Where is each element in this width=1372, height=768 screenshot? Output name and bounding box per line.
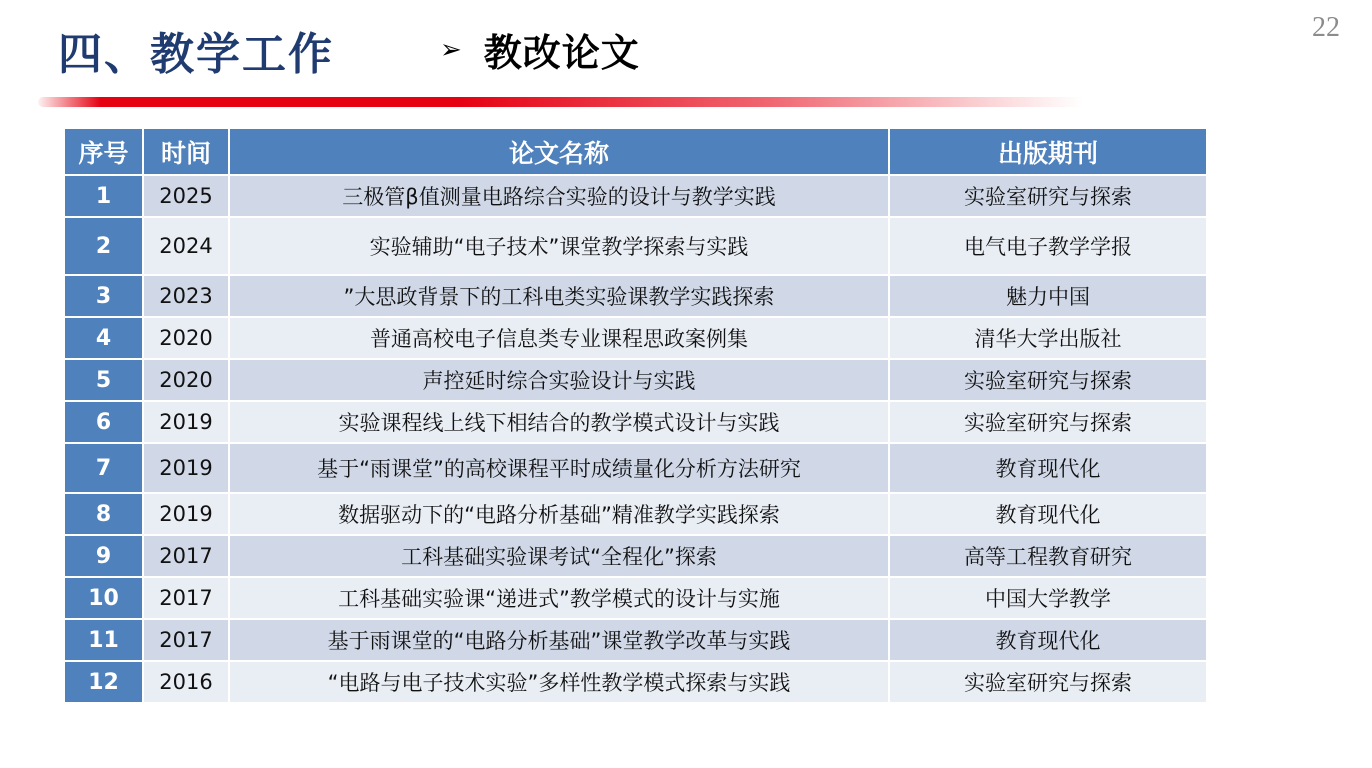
row-index: 6 — [64, 401, 143, 443]
row-year: 2017 — [143, 619, 229, 661]
row-year: 2024 — [143, 217, 229, 275]
row-index: 9 — [64, 535, 143, 577]
column-header-year: 时间 — [143, 128, 229, 175]
row-journal: 高等工程教育研究 — [889, 535, 1207, 577]
row-paper-title: 工科基础实验课“递进式”教学模式的设计与实施 — [229, 577, 889, 619]
row-year: 2019 — [143, 493, 229, 535]
row-journal: 清华大学出版社 — [889, 317, 1207, 359]
row-paper-title: 普通高校电子信息类专业课程思政案例集 — [229, 317, 889, 359]
row-journal: 教育现代化 — [889, 619, 1207, 661]
row-index: 2 — [64, 217, 143, 275]
row-year: 2020 — [143, 359, 229, 401]
row-paper-title: “电路与电子技术实验”多样性教学模式探索与实践 — [229, 661, 889, 703]
column-header-index: 序号 — [64, 128, 143, 175]
row-paper-title: ”大思政背景下的工科电类实验课教学实践探索 — [229, 275, 889, 317]
table-row — [64, 175, 1207, 217]
row-index: 8 — [64, 493, 143, 535]
papers-table — [63, 127, 1208, 704]
page-number: 22 — [1312, 12, 1340, 43]
row-year: 2020 — [143, 317, 229, 359]
row-index: 7 — [64, 443, 143, 493]
row-index: 3 — [64, 275, 143, 317]
row-journal: 实验室研究与探索 — [889, 661, 1207, 703]
row-paper-title: 数据驱动下的“电路分析基础”精准教学实践探索 — [229, 493, 889, 535]
table-row — [64, 493, 1207, 535]
row-journal: 教育现代化 — [889, 443, 1207, 493]
row-year: 2025 — [143, 175, 229, 217]
row-journal: 实验室研究与探索 — [889, 359, 1207, 401]
row-journal: 魅力中国 — [889, 275, 1207, 317]
page-title: 四、教学工作 — [58, 29, 334, 80]
row-year: 2016 — [143, 661, 229, 703]
table-row — [64, 661, 1207, 703]
table-row — [64, 317, 1207, 359]
row-index: 1 — [64, 175, 143, 217]
row-paper-title: 基于雨课堂的“电路分析基础”课堂教学改革与实践 — [229, 619, 889, 661]
subtitle-text: 教改论文 — [483, 31, 640, 75]
row-journal: 电气电子教学学报 — [889, 217, 1207, 275]
decorative-divider — [38, 97, 1083, 107]
row-journal: 教育现代化 — [889, 493, 1207, 535]
row-index: 12 — [64, 661, 143, 703]
row-year: 2023 — [143, 275, 229, 317]
table-row — [64, 619, 1207, 661]
row-year: 2017 — [143, 535, 229, 577]
row-year: 2019 — [143, 401, 229, 443]
row-index: 5 — [64, 359, 143, 401]
table-row — [64, 535, 1207, 577]
row-journal: 实验室研究与探索 — [889, 175, 1207, 217]
row-paper-title: 声控延时综合实验设计与实践 — [229, 359, 889, 401]
table-row — [64, 443, 1207, 493]
table-row — [64, 577, 1207, 619]
section-subtitle — [440, 22, 640, 77]
row-paper-title: 工科基础实验课考试“全程化”探索 — [229, 535, 889, 577]
table-row — [64, 401, 1207, 443]
table-row — [64, 275, 1207, 317]
table-body — [64, 175, 1207, 703]
column-header-journal: 出版期刊 — [889, 128, 1207, 175]
row-year: 2017 — [143, 577, 229, 619]
table-row — [64, 359, 1207, 401]
table-header-row — [64, 128, 1207, 175]
row-journal: 中国大学教学 — [889, 577, 1207, 619]
column-header-paper: 论文名称 — [229, 128, 889, 175]
row-paper-title: 基于“雨课堂”的高校课程平时成绩量化分析方法研究 — [229, 443, 889, 493]
row-index: 4 — [64, 317, 143, 359]
row-index: 10 — [64, 577, 143, 619]
arrow-bullet-icon: ➢ — [440, 34, 462, 65]
row-paper-title: 三极管β值测量电路综合实验的设计与教学实践 — [229, 175, 889, 217]
table-row — [64, 217, 1207, 275]
row-index: 11 — [64, 619, 143, 661]
row-paper-title: 实验辅助“电子技术”课堂教学探索与实践 — [229, 217, 889, 275]
row-year: 2019 — [143, 443, 229, 493]
row-journal: 实验室研究与探索 — [889, 401, 1207, 443]
row-paper-title: 实验课程线上线下相结合的教学模式设计与实践 — [229, 401, 889, 443]
